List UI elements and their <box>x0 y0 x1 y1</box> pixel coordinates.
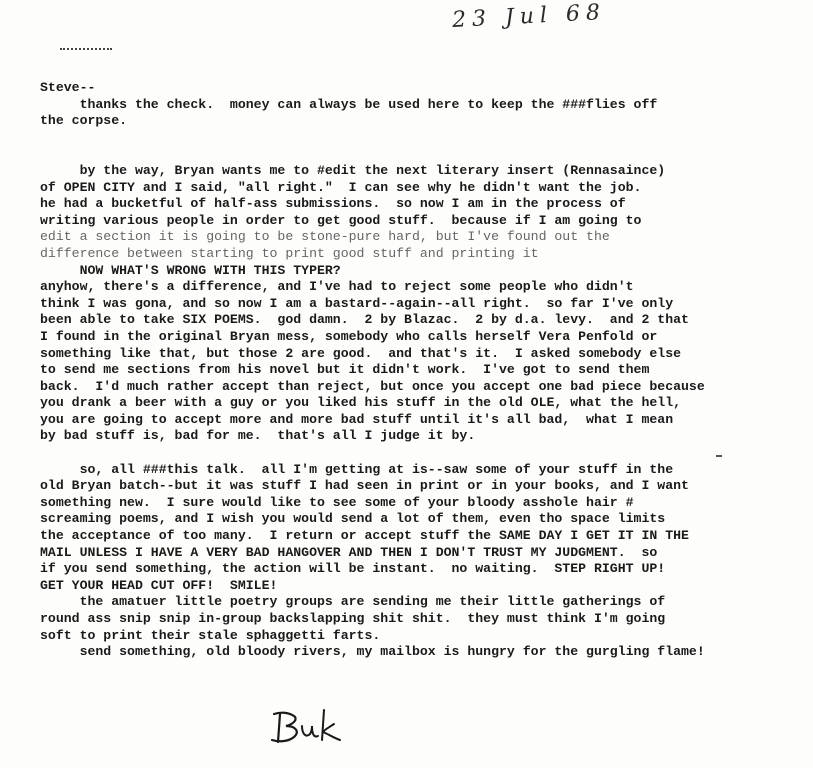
paragraph-line: if you send something, the action will be instant. no waiting. STEP RIGHT UP! <box>40 561 666 577</box>
paragraph-line: round ass snip snip in-group backslapping shit shit. they must think I'm going <box>40 611 666 626</box>
paragraph-line: something new. I sure would like to see some of your bloody asshole hair # <box>40 494 634 510</box>
paragraph-line: he had a bucketful of half-ass submissions. so now I am in the process of <box>40 196 626 212</box>
paragraph-line: old Bryan batch--but it was stuff I had seen in print or in your books, and I want <box>40 478 689 494</box>
paragraph-line: GET YOUR HEAD CUT OFF! SMILE! <box>40 577 278 593</box>
top-dotted-mark <box>60 48 112 50</box>
paragraph-line: difference between starting to print good stuff and printing it <box>40 245 539 261</box>
paragraph-line: writing various people in order to get good stuff. because if I am going to <box>40 212 642 228</box>
paragraph-line: MAIL UNLESS I HAVE A VERY BAD HANGOVER AND THEN I DON'T TRUST MY JUDGMENT. so <box>40 544 658 560</box>
paragraph-line: you are going to accept more and more bad stuff until it's all bad, what I mean <box>40 411 674 427</box>
paragraph-line: the corpse. <box>40 113 128 129</box>
handwritten-date: 23 Jul 68 <box>451 0 607 34</box>
paragraph-line: anyhow, there's a difference, and I've had to reject some people who didn't <box>40 279 634 295</box>
paragraph-line: NOW WHAT'S WRONG WITH THIS TYPER? <box>40 262 341 278</box>
paragraph-line: soft to print their stale sphaggetti farts. <box>40 627 381 643</box>
ink-smudge <box>716 455 722 457</box>
paragraph-line: the amatuer little poetry groups are sending me their little gatherings of <box>40 594 666 610</box>
paragraph-line: to send me sections from his novel but it didn't work. I've got to send them <box>40 362 650 378</box>
paragraph-line: so, all ###this talk. all I'm getting at is--saw some of your stuff in the <box>40 461 674 477</box>
paragraph-line: by bad stuff is, bad for me. that's all I judge it by. <box>40 428 476 444</box>
salutation: Steve-- <box>40 80 96 95</box>
paragraph-line: thanks the check. money can always be used here to keep the ###flies off <box>40 96 658 112</box>
paragraph-line: edit a section it is going to be stone-pure hard, but I've found out the <box>40 229 610 245</box>
paragraph-line: by the way, Bryan wants me to #edit the next literary insert (Rennasaince) <box>40 162 666 178</box>
paragraph-line: screaming poems, and I wish you would send a lot of them, even tho space limits <box>40 511 666 527</box>
paragraph-line: the acceptance of too many. I return or accept stuff the SAME DAY I GET IT IN THE <box>40 528 689 544</box>
paragraph-line: been able to take SIX POEMS. god damn. 2 by Blazac. 2 by d.a. levy. and 2 that <box>40 312 689 328</box>
paragraph-line: you drank a beer with a guy or you liked his stuff in the old OLE, what the hell, <box>40 395 682 411</box>
paragraph-line: send something, old bloody rivers, my mailbox is hungry for the gurgling flame! <box>40 644 705 660</box>
letter-body <box>40 80 802 661</box>
handwritten-signature <box>268 704 358 750</box>
paragraph-line: of OPEN CITY and I said, "all right." I can see why he didn't want the job. <box>40 179 642 195</box>
paragraph-line: back. I'd much rather accept than reject, but once you accept one bad piece because <box>40 378 705 394</box>
paragraph-line: think I was gona, and so now I am a bastard--again--all right. so far I've only <box>40 295 674 311</box>
paragraph-line: I found in the original Bryan mess, somebody who calls herself Vera Penfold or <box>40 328 658 344</box>
paragraph-line: something like that, but those 2 are good. and that's it. I asked somebody else <box>40 345 682 361</box>
